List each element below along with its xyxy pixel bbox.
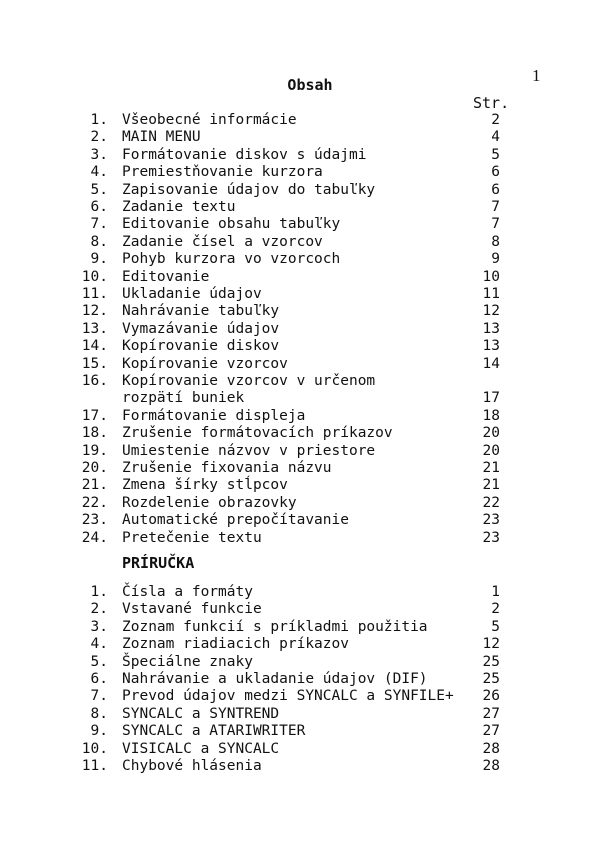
toc-entry-number: 11.	[81, 758, 108, 774]
toc-entry-number: 12.	[81, 303, 108, 320]
toc-row	[0, 758, 600, 775]
toc-entry-title: Zadanie textu	[122, 199, 236, 215]
toc-row	[0, 408, 600, 425]
toc-entry-page: 18	[482, 407, 500, 424]
toc-entry-number: 20.	[81, 460, 108, 476]
toc-row	[0, 286, 600, 303]
toc-row	[0, 530, 600, 547]
toc-entry-title: MAIN MENU	[122, 129, 201, 146]
toc-entry-page: 8	[491, 233, 500, 250]
toc-row	[0, 706, 600, 723]
toc-entry-page: 25	[482, 671, 500, 687]
toc-entry-number: 2.	[90, 129, 108, 146]
toc-entry-title: Zadanie čísel a vzorcov	[122, 233, 323, 250]
toc-entry-page: 20	[482, 442, 500, 459]
toc-entry-title: Automatické prepočítavanie	[122, 512, 349, 529]
toc-entry-page: 1	[491, 584, 500, 600]
toc-entry-page: 7	[491, 216, 500, 233]
toc-entry-number: 5.	[90, 181, 108, 198]
toc-entry-page: 23	[482, 512, 500, 529]
toc-row	[0, 495, 600, 512]
toc-row	[0, 147, 600, 164]
toc-entry-title: SYNCALC a ATARIWRITER	[122, 723, 306, 740]
toc-row	[0, 723, 600, 740]
toc-row	[0, 619, 600, 636]
toc-entry-title: Nahrávanie a ukladanie údajov (DIF)	[122, 671, 428, 687]
page-column-label: Str.	[473, 94, 510, 112]
toc-row	[0, 425, 600, 442]
toc-row	[0, 741, 600, 758]
toc-entry-number: 4.	[90, 636, 108, 653]
toc-entry-number: 9.	[90, 723, 108, 740]
toc-row	[0, 199, 600, 216]
toc-entry-title: Chybové hlásenia	[122, 758, 262, 774]
toc-entry-title: Editovanie	[122, 268, 210, 285]
toc-entry-number: 16.	[81, 373, 108, 389]
toc-entry-number: 9.	[90, 251, 108, 268]
toc-row	[0, 601, 600, 618]
toc-entry-title: Špeciálne znaky	[122, 653, 253, 670]
toc-row	[0, 303, 600, 320]
toc-row	[0, 338, 600, 355]
toc-entry-number: 24.	[81, 529, 108, 546]
toc-entry-title: SYNCALC a SYNTREND	[122, 705, 280, 722]
toc-entry-number: 6.	[90, 671, 108, 687]
toc-entry-number: 21.	[81, 477, 108, 494]
toc-entry-number: 10.	[81, 268, 108, 285]
toc-entry-number: 10.	[81, 740, 108, 757]
toc-entry-page: 27	[482, 723, 500, 740]
toc-entry-title: Čísla a formáty	[122, 584, 253, 600]
toc-row	[0, 671, 600, 688]
toc-row	[0, 164, 600, 181]
appendix-heading: PRÍRUČKA	[122, 554, 195, 572]
toc-row	[0, 443, 600, 460]
toc-entry-title: Zrušenie formátovacích príkazov	[122, 425, 393, 442]
toc-row	[0, 477, 600, 494]
toc-entry-page: 21	[482, 460, 500, 476]
toc-entry-page: 14	[482, 355, 500, 372]
toc-entry-page: 4	[491, 129, 500, 146]
toc-entry-page: 2	[491, 112, 500, 128]
toc-row	[0, 251, 600, 268]
toc-entry-title: Vstavané funkcie	[122, 601, 262, 618]
toc-entry-title: Prevod údajov medzi SYNCALC a SYNFILE+	[122, 688, 454, 705]
toc-entry-title: Všeobecné informácie	[122, 112, 297, 128]
toc-entry-page: 5	[491, 146, 500, 163]
toc-row	[0, 636, 600, 653]
toc-entry-title: Ukladanie údajov	[122, 286, 262, 302]
toc-entry-number: 17.	[81, 407, 108, 424]
toc-row	[0, 356, 600, 373]
toc-entry-page: 23	[482, 529, 500, 546]
toc-entry-page: 27	[482, 705, 500, 722]
toc-entry-number: 7.	[90, 688, 108, 705]
toc-entry-number: 3.	[90, 146, 108, 163]
toc-entry-title: Pohyb kurzora vo vzorcoch	[122, 251, 341, 268]
toc-entry-page: 7	[491, 199, 500, 215]
toc-entry-page: 13	[482, 320, 500, 337]
toc-entry-title: rozpätí buniek	[122, 390, 245, 407]
page-number: 1	[532, 66, 541, 85]
toc-row	[0, 460, 600, 477]
toc-entry-number: 1.	[90, 112, 108, 128]
toc-entry-page: 25	[482, 653, 500, 670]
toc-entry-number: 18.	[81, 425, 108, 442]
toc-entry-title: Editovanie obsahu tabuľky	[122, 216, 341, 233]
toc-entry-page: 12	[482, 636, 500, 653]
toc-row	[0, 112, 600, 129]
toc-row	[0, 234, 600, 251]
toc-row	[0, 688, 600, 705]
toc-entry-title: Premiestňovanie kurzora	[122, 164, 323, 181]
toc-entry-page: 9	[491, 251, 500, 268]
toc-entry-number: 1.	[90, 584, 108, 600]
toc-entry-number: 4.	[90, 164, 108, 181]
toc-entry-number: 13.	[81, 320, 108, 337]
toc-entry-title: Vymazávanie údajov	[122, 320, 280, 337]
toc-entry-page: 21	[482, 477, 500, 494]
toc-entry-title: Zapisovanie údajov do tabuľky	[122, 181, 376, 198]
toc-row	[0, 269, 600, 286]
toc-entry-title: Rozdelenie obrazovky	[122, 494, 297, 511]
toc-entry-title: Nahrávanie tabuľky	[122, 303, 280, 320]
toc-entry-page: 2	[491, 601, 500, 618]
toc-entry-page: 28	[482, 740, 500, 757]
toc-entry-number: 6.	[90, 199, 108, 215]
toc-entry-page: 12	[482, 303, 500, 320]
toc-entry-number: 15.	[81, 355, 108, 372]
toc-row	[0, 654, 600, 671]
toc-entry-number: 3.	[90, 618, 108, 635]
toc-entry-number: 2.	[90, 601, 108, 618]
toc-entry-number: 11.	[81, 286, 108, 302]
toc-row	[0, 390, 600, 407]
toc-entry-title: Zmena šírky stĺpcov	[122, 477, 288, 494]
toc-entry-page: 26	[482, 688, 500, 705]
toc-entry-page: 13	[482, 338, 500, 355]
toc-entry-page: 17	[482, 390, 500, 407]
toc-entry-number: 8.	[90, 705, 108, 722]
toc-entry-title: Formátovanie diskov s údajmi	[122, 146, 367, 163]
toc-row	[0, 584, 600, 601]
toc-entry-page: 22	[482, 494, 500, 511]
toc-entry-title: Umiestenie názvov v priestore	[122, 442, 376, 459]
toc-row	[0, 129, 600, 146]
toc-entry-number: 19.	[81, 442, 108, 459]
toc-entry-page: 6	[491, 164, 500, 181]
toc-entry-number: 5.	[90, 653, 108, 670]
toc-entry-page: 6	[491, 181, 500, 198]
toc-entry-title: Kopírovanie vzorcov v určenom	[122, 373, 376, 389]
toc-entry-title: VISICALC a SYNCALC	[122, 740, 280, 757]
toc-row	[0, 512, 600, 529]
toc-entry-number: 22.	[81, 494, 108, 511]
toc-entry-page: 28	[482, 758, 500, 774]
toc-entry-page: 10	[482, 268, 500, 285]
toc-entry-title: Zoznam riadiacich príkazov	[122, 636, 349, 653]
toc-row	[0, 321, 600, 338]
toc-entry-page: 5	[491, 618, 500, 635]
page-title: Obsah	[287, 76, 333, 94]
toc-entry-number: 14.	[81, 338, 108, 355]
toc-entry-number: 8.	[90, 233, 108, 250]
toc-entry-title: Zrušenie fixovania názvu	[122, 460, 332, 476]
toc-entry-page: 20	[482, 425, 500, 442]
toc-entry-title: Pretečenie textu	[122, 529, 262, 546]
toc-entry-title: Kopírovanie vzorcov	[122, 355, 288, 372]
toc-row	[0, 216, 600, 233]
toc-row	[0, 182, 600, 199]
toc-entry-page: 11	[482, 286, 500, 302]
toc-entry-number: 23.	[81, 512, 108, 529]
toc-entry-number: 7.	[90, 216, 108, 233]
toc-row	[0, 373, 600, 390]
toc-entry-title: Zoznam funkcií s príkladmi použitia	[122, 618, 428, 635]
toc-entry-title: Kopírovanie diskov	[122, 338, 280, 355]
toc-entry-title: Formátovanie displeja	[122, 407, 306, 424]
